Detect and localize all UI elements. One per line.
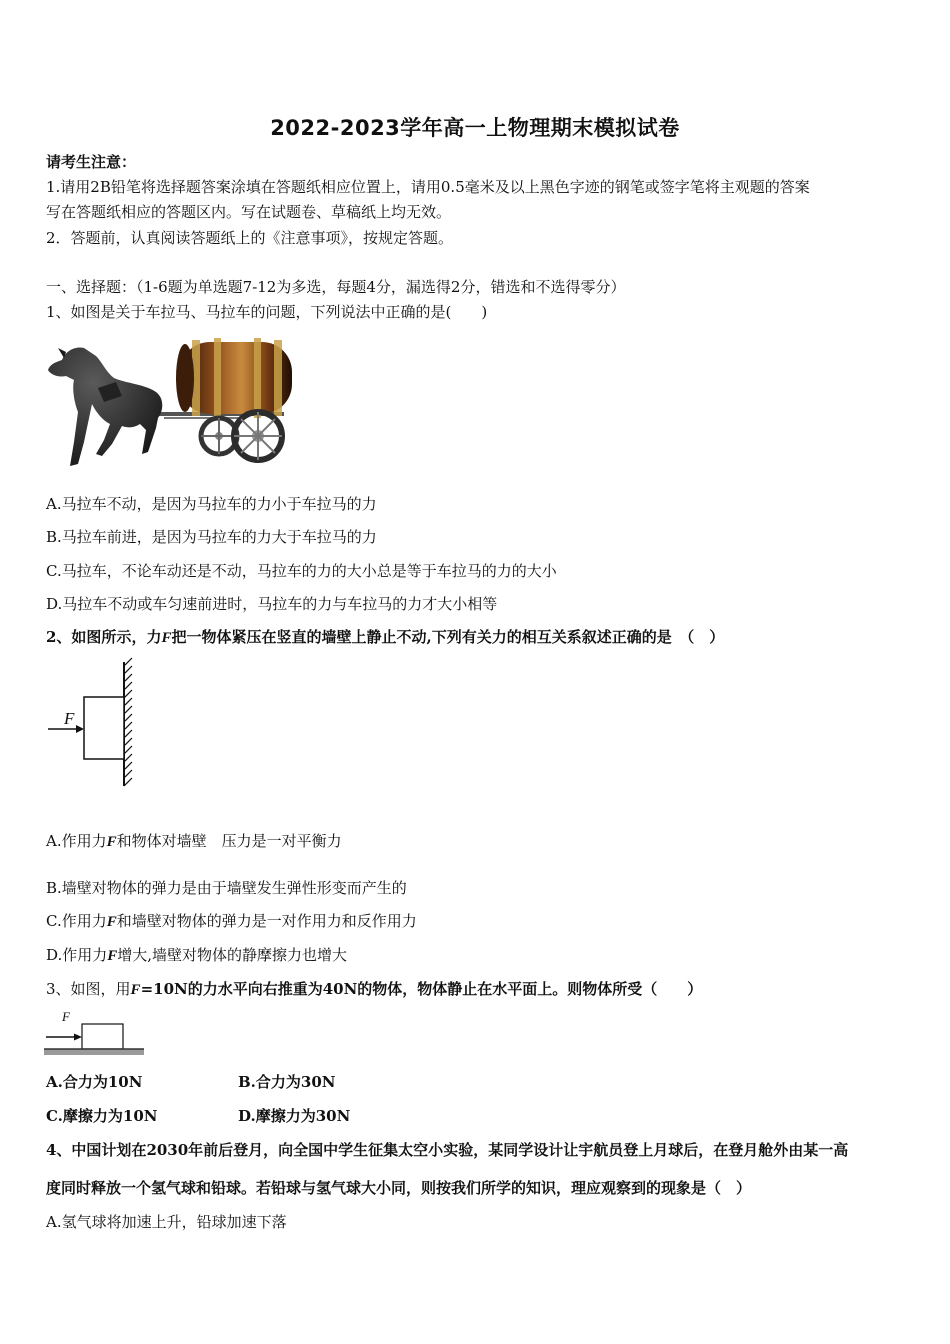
notice-heading: 请考生注意： bbox=[46, 153, 137, 171]
q1-option-c[interactable]: C.马拉车，不论车动还是不动，马拉车的力的大小总是等于车拉马的力的大小 bbox=[46, 562, 557, 580]
q1-option-d[interactable]: D.马拉车不动或车匀速前进时，马拉车的力与车拉马的力才大小相等 bbox=[46, 595, 498, 613]
q3-option-b[interactable]: B.合力为30N bbox=[238, 1073, 336, 1091]
page-title: 2022-2023学年高一上物理期末模拟试卷 bbox=[270, 116, 680, 140]
q4-stem-line-2: 度同时释放一个氢气球和铅球。若铅球与氢气球大小同，则按我们所学的知识，理应观察到的现象是（ ） bbox=[46, 1179, 752, 1197]
q3-option-d[interactable]: D.摩擦力为30N bbox=[238, 1107, 351, 1125]
q3-figure-force-label: F bbox=[62, 1009, 70, 1024]
q1-stem: 1、如图是关于车拉马、马拉车的问题，下列说法中正确的是( ) bbox=[46, 303, 488, 321]
q2-option-b[interactable]: B.墙壁对物体的弹力是由于墙壁发生弹性形变而产生的 bbox=[46, 879, 407, 897]
q2-stem: 2、如图所示，力F把一物体紧压在竖直的墙壁上静止不动,下列有关力的相互关系叙述正确的是 （ ） bbox=[46, 628, 725, 646]
q3-stem: 3、如图，用F=10N的力水平向右推重为40N的物体，物体静止在水平面上。则物体所受（ ） bbox=[46, 980, 703, 998]
notice-item-2: 2．答题前，认真阅读答题纸上的《注意事项》，按规定答题。 bbox=[46, 229, 454, 247]
q4-option-a[interactable]: A.氢气球将加速上升，铅球加速下落 bbox=[46, 1213, 287, 1231]
push-block-figure bbox=[44, 1008, 146, 1058]
q2-figure-force-label: F bbox=[64, 709, 75, 728]
q3-option-a[interactable]: A.合力为10N bbox=[46, 1073, 143, 1091]
q2-option-a[interactable]: A.作用力F和物体对墙壁 压力是一对平衡力 bbox=[46, 832, 342, 850]
wall-block-figure bbox=[46, 662, 146, 790]
q1-option-b[interactable]: B.马拉车前进，是因为马拉车的力大于车拉马的力 bbox=[46, 528, 377, 546]
q2-option-c[interactable]: C.作用力F和墙壁对物体的弹力是一对作用力和反作用力 bbox=[46, 912, 417, 930]
notice-item-1-line-2: 写在答题纸相应的答题区内。写在试题卷、草稿纸上均无效。 bbox=[46, 203, 452, 221]
notice-item-1-line-1: 1.请用2B铅笔将选择题答案涂填在答题纸相应位置上，请用0.5毫米及以上黑色字迹的钢笔或签字笔将主观题的答案 bbox=[46, 178, 810, 196]
q3-option-c[interactable]: C.摩擦力为10N bbox=[46, 1107, 158, 1125]
horse-cart-figure bbox=[44, 332, 299, 474]
q1-option-a[interactable]: A.马拉车不动，是因为马拉车的力小于车拉马的力 bbox=[46, 495, 377, 513]
section-heading: 一、选择题：（1-6题为单选题7-12为多选，每题4分，漏选得2分，错选和不选得零分） bbox=[46, 278, 626, 296]
q4-stem-line-1: 4、中国计划在2030年前后登月，向全国中学生征集太空小实验，某同学设计让宇航员登上月球后，在登月舱外由某一高 bbox=[46, 1141, 849, 1159]
q2-option-d[interactable]: D.作用力F增大,墙壁对物体的静摩擦力也增大 bbox=[46, 946, 348, 964]
